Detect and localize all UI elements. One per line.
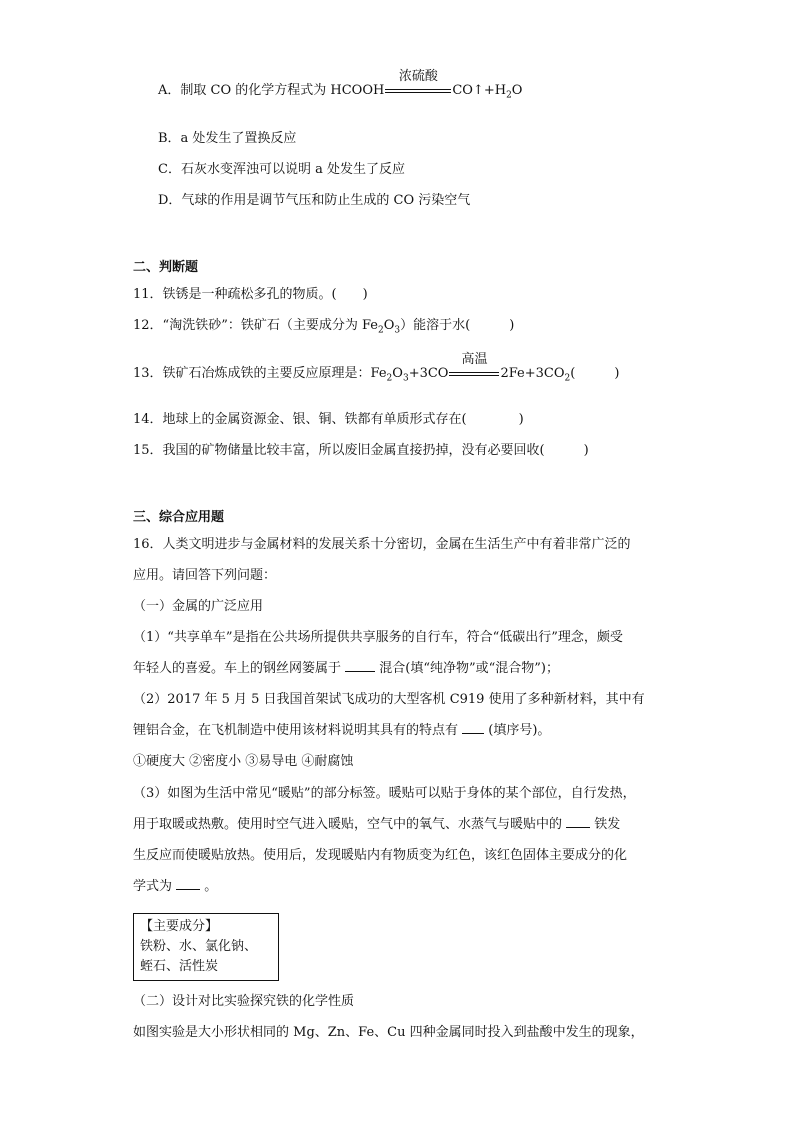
q13-product: 2Fe+3CO xyxy=(500,366,565,381)
condition-label: 浓硫酸 xyxy=(398,69,438,84)
double-line-arrow xyxy=(449,372,499,376)
p1-line2 xyxy=(133,659,559,679)
q12-o: O xyxy=(383,318,395,333)
question-16-line1: 16．人类文明进步与金属材料的发展关系十分密切，金属在生活生产中有着非常广泛的 xyxy=(133,537,631,552)
p3-line2 xyxy=(133,815,620,835)
part-1-heading: （一）金属的广泛应用 xyxy=(133,599,264,614)
option-a-text: A．制取 CO 的化学方程式为 HCOOH xyxy=(158,83,385,98)
option-a xyxy=(158,69,523,106)
p3-text: 用于取暖或热敷。使用时空气进入暖贴，空气中的氧气、水蒸气与暖贴中的 xyxy=(133,817,567,832)
last-line: 如图实验是大小形状相同的 Mg、Zn、Fe、Cu 四种金属同时投入到盐酸中发生的现象， xyxy=(133,1025,644,1040)
question-12 xyxy=(133,316,514,341)
q13-o: O xyxy=(392,366,403,381)
answer-blank[interactable] xyxy=(566,815,590,828)
subscript: 2 xyxy=(564,373,571,384)
option-d: D．气球的作用是调节气压和防止生成的 CO 污染空气 xyxy=(158,193,471,208)
double-line-arrow xyxy=(385,89,451,93)
p2-line2 xyxy=(133,721,550,741)
q12-text: 12．“淘洗铁砂”：铁矿石（主要成分为 Fe xyxy=(133,318,378,333)
label-line: 铁粉、水、氯化钠、 xyxy=(140,939,258,954)
part-2-heading: （二）设计对比实验探究铁的化学性质 xyxy=(133,994,355,1009)
subscript: 2 xyxy=(506,90,512,101)
option-b: B．a 处发生了置换反应 xyxy=(158,131,297,146)
answer-blank[interactable] xyxy=(345,659,375,672)
p3-line3: 生反应而使暖贴放热。使用后，发现暖贴内有物质变为红色，该红色固体主要成分的化 xyxy=(133,848,628,863)
question-11: 11．铁锈是一种疏松多孔的物质。( ) xyxy=(133,287,368,302)
section-title-application: 三、综合应用题 xyxy=(133,510,225,525)
condition-arrow xyxy=(385,69,451,101)
q12-end: ）能溶于水( ) xyxy=(400,318,515,333)
condition-label: 高温 xyxy=(461,352,488,367)
p2-text-end: (填序号)。 xyxy=(484,723,551,738)
p3-text-end: 铁发 xyxy=(590,817,621,832)
label-line: 蛭石、活性炭 xyxy=(140,959,219,974)
p1-text: 年轻人的喜爱。车上的钢丝网篓属于 xyxy=(133,661,346,676)
q13-end: ( ) xyxy=(570,366,620,381)
p3-text-end: 。 xyxy=(200,879,218,894)
p1-text-end: 混合(填“纯净物”或“混合物”)； xyxy=(375,661,560,676)
p3-line1: （3）如图为生活中常见“暖贴”的部分标签。暖贴可以贴于身体的某个部位，自行发热， xyxy=(133,786,636,801)
label-heading: 【主要成分】 xyxy=(140,919,219,934)
subscript: 3 xyxy=(402,373,409,384)
q13-reactant: +3CO xyxy=(408,366,449,381)
q13-text: 13．铁矿石冶炼成铁的主要反应原理是：Fe xyxy=(133,366,387,381)
p1-line1: （1）“共享单车”是指在公共场所提供共享服务的自行车，符合“低碳出行”理念，颇受 xyxy=(133,630,623,645)
p3-line4 xyxy=(133,877,217,897)
question-13 xyxy=(133,352,620,389)
subscript: 2 xyxy=(386,373,393,384)
condition-arrow xyxy=(449,352,499,384)
section-title-judgment: 二、判断题 xyxy=(133,260,199,275)
option-a-product: CO↑+H xyxy=(452,83,507,98)
answer-blank[interactable] xyxy=(176,877,200,890)
p3-text: 学式为 xyxy=(133,879,177,894)
product-label-box xyxy=(133,913,279,981)
p2-line1: （2）2017 年 5 月 5 日我国首架试飞成功的大型客机 C919 使用了多种新材料，其中有 xyxy=(133,692,645,707)
question-14: 14．地球上的金属资源金、银、铜、铁都有单质形式存在( ) xyxy=(133,412,524,427)
option-c: C．石灰水变浑浊可以说明 a 处发生了反应 xyxy=(158,162,405,177)
subscript: 3 xyxy=(394,325,401,336)
subscript: 2 xyxy=(377,325,384,336)
question-16-line2: 应用。请回答下列问题： xyxy=(133,568,277,583)
answer-blank[interactable] xyxy=(462,721,484,734)
p2-text: 锂铝合金，在飞机制造中使用该材料说明其具有的特点有 xyxy=(133,723,463,738)
p2-options: ①硬度大 ②密度小 ③易导电 ④耐腐蚀 xyxy=(133,754,354,769)
question-15: 15．我国的矿物储量比较丰富，所以废旧金属直接扔掉，没有必要回收( ) xyxy=(133,443,589,458)
option-a-end: O xyxy=(511,83,523,98)
